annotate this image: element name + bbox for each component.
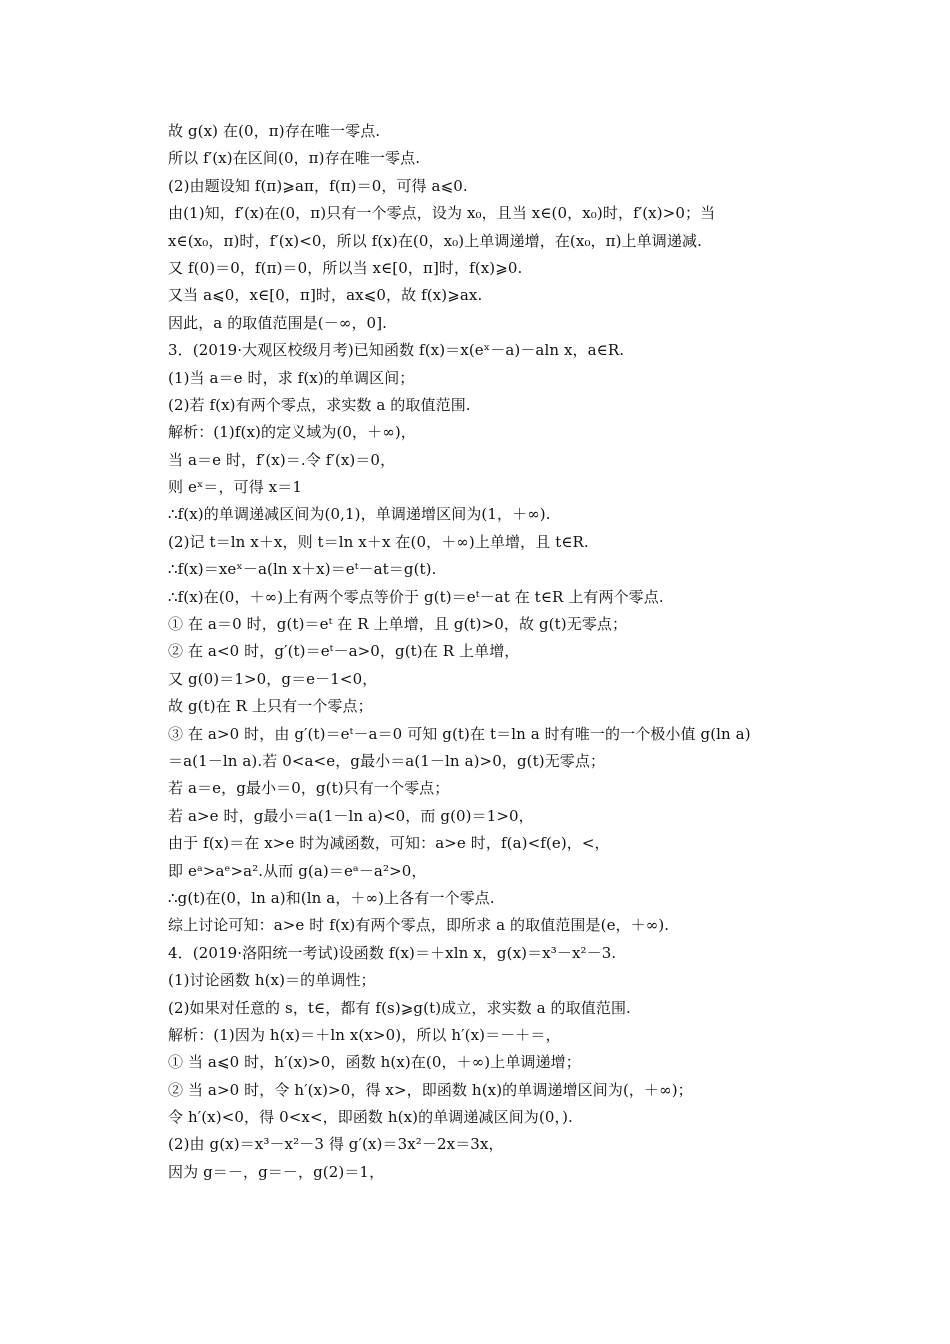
problem-heading: 4．(2019·洛阳统一考试)设函数 f(x)＝＋xln x，g(x)＝x³－x²－3. xyxy=(168,943,617,962)
text-line: 解析：(1)因为 h(x)＝＋ln x(x>0)，所以 h′(x)＝－＋＝， xyxy=(168,1025,561,1044)
text-line: 又 g(0)＝1>0，g＝e－1<0， xyxy=(168,669,378,688)
text-line: (1)当 a＝e 时，求 f(x)的单调区间； xyxy=(168,368,415,387)
text-line: 综上讨论可知：a>e 时 f(x)有两个零点，即所求 a 的取值范围是(e，＋∞). xyxy=(168,916,670,935)
text-line: ① 当 a⩽0 时，h′(x)>0，函数 h(x)在(0，＋∞)上单调递增； xyxy=(168,1053,581,1072)
text-line: ② 当 a>0 时，令 h′(x)>0，得 x>，即函数 h(x)的单调递增区间为(，＋∞)； xyxy=(168,1080,693,1099)
text-line: x∈(x₀，π)时，f′(x)<0，所以 f(x)在(0，x₀)上单调递增，在(x₀，π)上单调递减. xyxy=(168,231,702,250)
text-line: ∴f(x)的单调递减区间为(0,1)，单调递增区间为(1，＋∞). xyxy=(168,505,551,524)
text-line: 所以 f′(x)在区间(0，π)存在唯一零点. xyxy=(168,149,421,168)
text-line: 解析：(1)f(x)的定义域为(0，＋∞)， xyxy=(168,423,416,442)
text-line: 故 g(x) 在(0，π)存在唯一零点. xyxy=(168,122,381,140)
text-line: ∴f(x)＝xeˣ－a(ln x＋x)＝eᵗ－at＝g(t). xyxy=(168,560,437,579)
text-line: 即 eᵃ>aᵉ>a².从而 g(a)＝eᵃ－a²>0， xyxy=(168,861,427,880)
text-line: (2)由题设知 f(π)⩾aπ，f(π)＝0，可得 a⩽0. xyxy=(168,176,468,195)
text-line: (2)记 t＝ln x＋x，则 t＝ln x＋x 在(0，＋∞)上单增，且 t∈R. xyxy=(168,532,589,551)
text-line: (2)由 g(x)＝x³－x²－3 得 g′(x)＝3x²－2x＝3x， xyxy=(168,1135,504,1154)
text-line: 若 a＝e，g最小＝0，g(t)只有一个零点； xyxy=(168,779,450,798)
text-line: ＝a(1－ln a).若 0<a<e，g最小＝a(1－ln a)>0，g(t)无零点； xyxy=(168,751,606,770)
document-page xyxy=(0,118,950,1186)
text-line: ③ 在 a>0 时，由 g′(t)＝eᵗ－a＝0 可知 g(t)在 t＝ln a 时有唯一的一个极小值 g(ln a) xyxy=(168,724,751,743)
text-line: 则 eˣ＝，可得 x＝1 xyxy=(168,478,302,497)
text-line: ∴g(t)在(0，ln a)和(ln a，＋∞)上各有一个零点. xyxy=(168,888,495,907)
text-line: (2)若 f(x)有两个零点，求实数 a 的取值范围. xyxy=(168,395,471,414)
text-line: 令 h′(x)<0，得 0<x<，即函数 h(x)的单调递减区间为(0，). xyxy=(168,1108,573,1127)
text-line: 当 a＝e 时，f′(x)＝.令 f′(x)＝0， xyxy=(168,450,396,469)
text-line: 因此，a 的取值范围是(－∞，0]. xyxy=(168,313,388,332)
text-line: ① 在 a＝0 时，g(t)＝eᵗ 在 R 上单增，且 g(t)>0，故 g(t)无零点； xyxy=(168,615,628,634)
text-line: 因为 g＝－，g＝－，g(2)＝1， xyxy=(168,1162,385,1181)
problem-heading: 3．(2019·大观区校级月考)已知函数 f(x)＝x(eˣ－a)－aln x，a∈R. xyxy=(168,341,625,360)
text-line: 故 g(t)在 R 上只有一个零点； xyxy=(168,697,373,716)
text-line: 又当 a⩽0，x∈[0，π]时，ax⩽0，故 f(x)⩾ax. xyxy=(168,286,483,305)
text-line: ∴f(x)在(0，＋∞)上有两个零点等价于 g(t)＝eᵗ－at 在 t∈R 上有两个零点. xyxy=(168,587,664,606)
text-line: 若 a>e 时，g最小＝a(1－ln a)<0，而 g(0)＝1>0， xyxy=(168,806,534,825)
text-line: (2)如果对任意的 s，t∈，都有 f(s)⩾g(t)成立，求实数 a 的取值范围. xyxy=(168,998,631,1017)
text-line: 由于 f(x)＝在 x>e 时为减函数，可知：a>e 时，f(a)<f(e)，<， xyxy=(168,834,610,853)
text-line: (1)讨论函数 h(x)＝的单调性； xyxy=(168,971,376,990)
text-line: 由(1)知，f′(x)在(0，π)只有一个零点，设为 x₀，且当 x∈(0，x₀)时，f′(x)>0；当 xyxy=(168,204,716,223)
text-line: ② 在 a<0 时，g′(t)＝eᵗ－a>0，g(t)在 R 上单增， xyxy=(168,642,520,661)
text-line: 又 f(0)＝0，f(π)＝0，所以当 x∈[0，π]时，f(x)⩾0. xyxy=(168,258,523,277)
